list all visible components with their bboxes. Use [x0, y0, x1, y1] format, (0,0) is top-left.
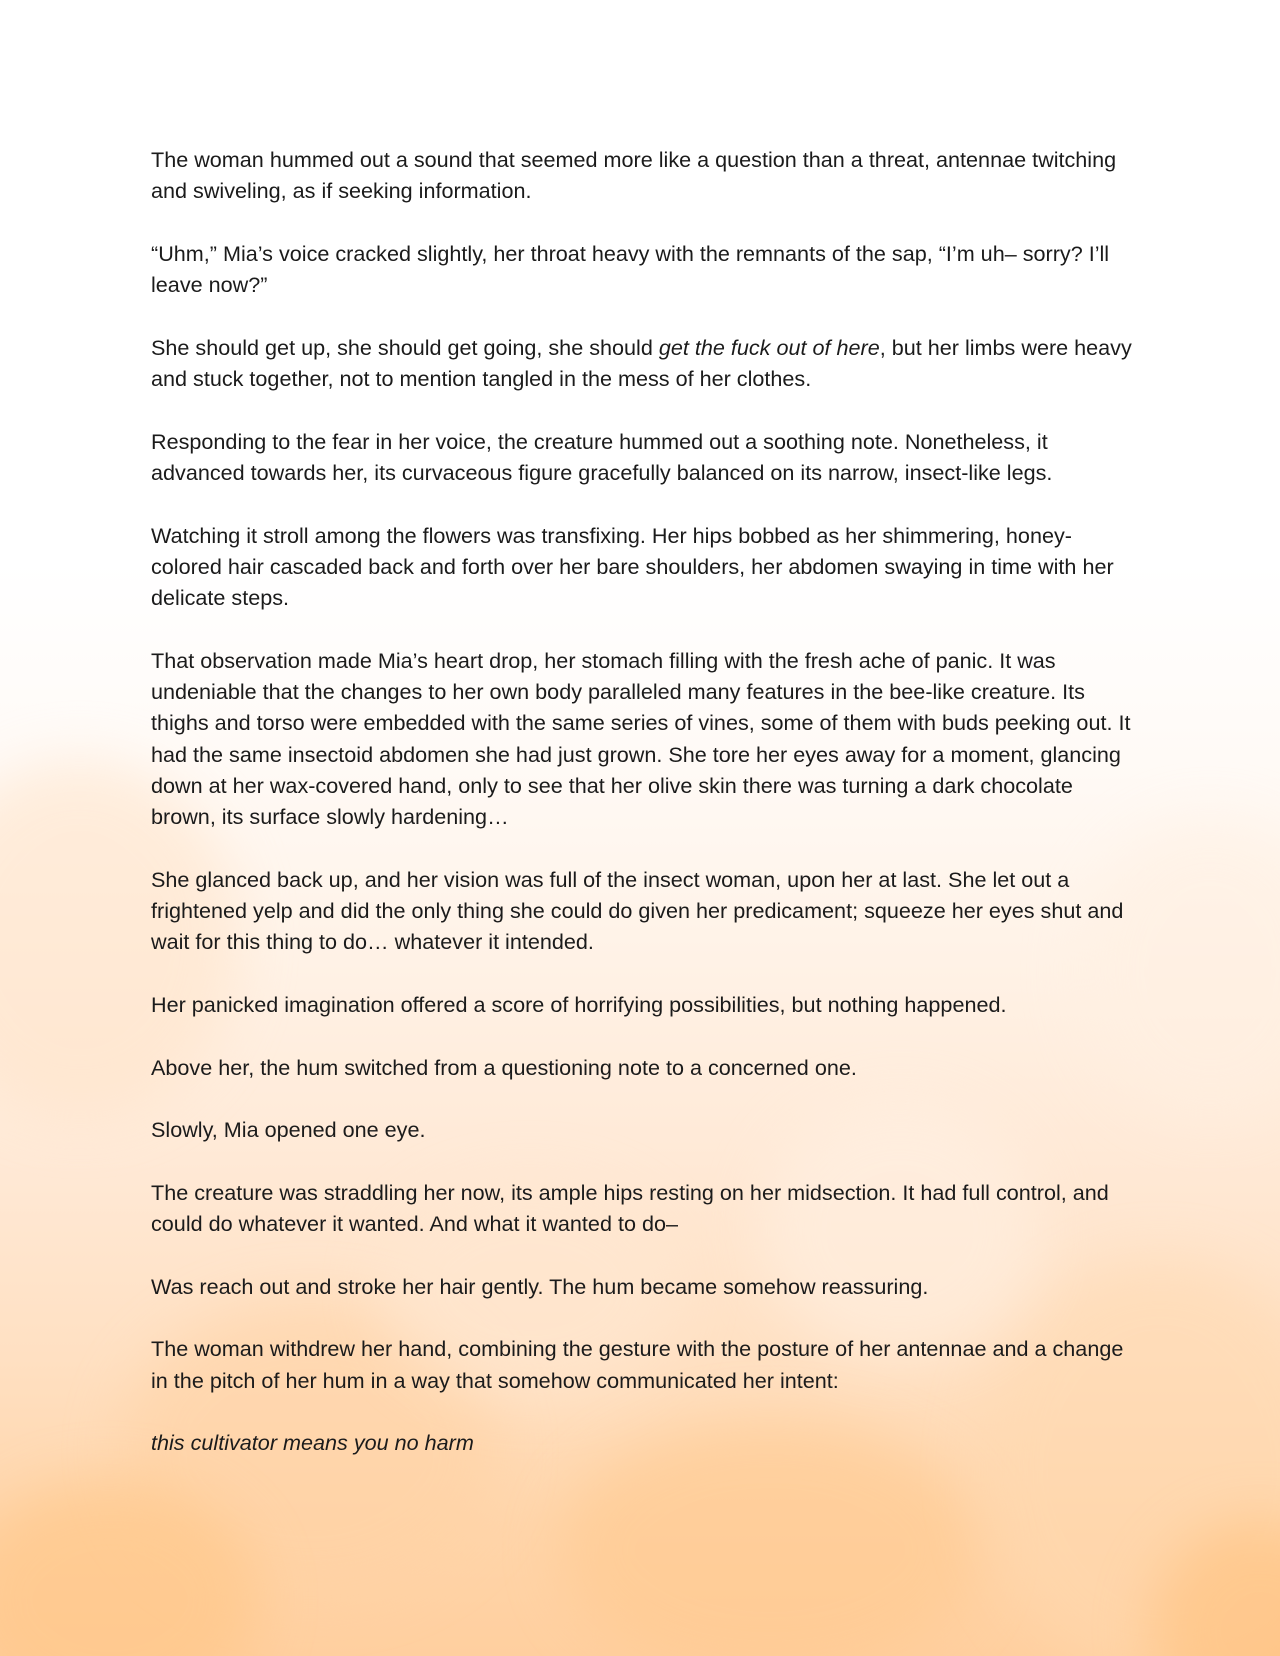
paragraph: Watching it stroll among the flowers was transfixing. Her hips bobbed as her shimmering, honey-colored hair cascaded back and forth over her bare shoulders, her abdomen swaying in time with her delicate steps.: [151, 522, 1114, 611]
paragraph: The woman withdrew her hand, combining the gesture with the posture of her antennae and a change in the pitch of her hum in a way that somehow communicated her intent:: [151, 1336, 1124, 1393]
paragraph: Her panicked imagination offered a score of horrifying possibilities, but nothing happened.: [151, 992, 1007, 1018]
paragraph-text: She should get up, she should get going, she should: [151, 334, 659, 360]
italic-intent-line: this cultivator means you no harm: [151, 1430, 474, 1456]
paragraph: She glanced back up, and her vision was full of the insect woman, upon her at last. She let out a frightened yelp and did the only thing she could do given her predicament; squeeze her eyes shut and wait for this thing to do… whatever it intended.: [151, 866, 1124, 955]
paragraph: Slowly, Mia opened one eye.: [151, 1117, 426, 1143]
story-text: [151, 144, 1136, 1490]
paragraph-text: , but her limbs were heavy and stuck together, not to mention tangled in the mess of her clothes.: [151, 334, 1132, 392]
paragraph: Was reach out and stroke her hair gently. The hum became somehow reassuring.: [151, 1273, 929, 1299]
paragraph: The woman hummed out a sound that seemed more like a question than a threat, antennae twitching and swiveling, as if seeking information.: [151, 147, 1117, 204]
paragraph: The creature was straddling her now, its ample hips resting on her midsection. It had full control, and could do whatever it wanted. And what it wanted to do–: [151, 1179, 1109, 1237]
paragraph: Responding to the fear in her voice, the creature hummed out a soothing note. Nonetheless, it advanced towards her, its curvaceous figure gracefully balanced on its narrow, insect-like legs.: [151, 428, 1053, 485]
paragraph: “Uhm,” Mia’s voice cracked slightly, her throat heavy with the remnants of the sap, “I’m uh– sorry? I’ll leave now?”: [151, 240, 1110, 298]
paragraph: That observation made Mia’s heart drop, her stomach filling with the fresh ache of panic. It was undeniable that the changes to her own body paralleled many features in the bee-like creature. Its thighs and torso were embedded with the same series of vines, some of them with buds peeking out. It had the same insectoid abdomen she had just grown. She tore her eyes away for a moment, glancing down at her wax-covered hand, only to see that her olive skin there was turning a dark chocolate brown, its surface slowly hardening…: [151, 647, 1131, 830]
paragraph: [151, 332, 1136, 395]
emphasized-phrase: get the fuck out of here: [658, 334, 880, 360]
paragraph: Above her, the hum switched from a questioning note to a concerned one.: [151, 1054, 857, 1080]
